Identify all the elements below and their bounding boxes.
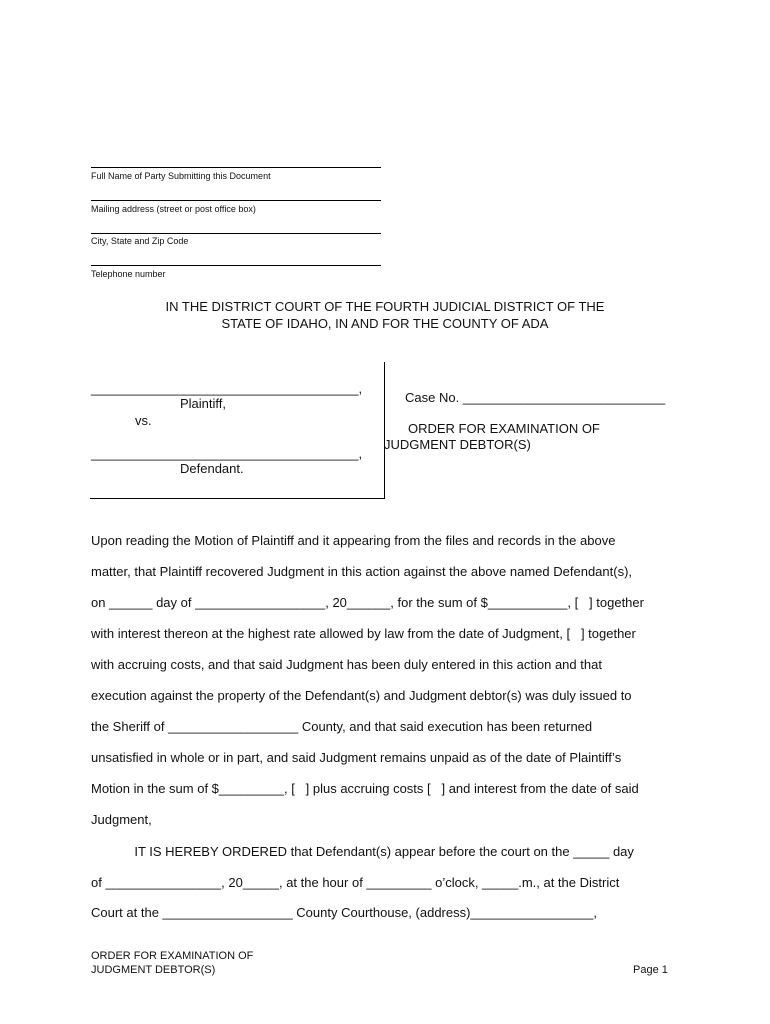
page-number: Page 1 xyxy=(633,964,668,976)
party-name-label: Full Name of Party Submitting this Document xyxy=(91,171,271,181)
body-line: with accruing costs, and that said Judgment has been duly entered in this action and that xyxy=(91,657,602,672)
footer-title xyxy=(91,949,253,977)
case-number: Case No. ____________________________ xyxy=(405,390,666,405)
city-state-zip-label: City, State and Zip Code xyxy=(91,236,189,246)
city-state-zip-line xyxy=(91,233,381,234)
court-heading-line2: STATE OF IDAHO, IN AND FOR THE COUNTY OF ADA xyxy=(221,316,549,331)
order-title-line2: JUDGMENT DEBTOR(S) xyxy=(384,437,531,452)
plaintiff-blank: _____________________________________, xyxy=(91,381,363,396)
body-line: matter, that Plaintiff recovered Judgment in this action against the above named Defendant(s), xyxy=(91,564,633,579)
body-line: Judgment, xyxy=(91,812,152,827)
caption-divider xyxy=(384,362,385,499)
footer-title-line1: ORDER FOR EXAMINATION OF xyxy=(91,950,254,962)
body-line: Upon reading the Motion of Plaintiff and it appearing from the files and records in the above xyxy=(91,533,616,548)
court-heading xyxy=(0,298,770,332)
body-line: Court at the __________________ County Courthouse, (address)_________________, xyxy=(91,905,597,920)
mailing-address-label: Mailing address (street or post office box) xyxy=(91,204,256,214)
body-line: IT IS HEREBY ORDERED that Defendant(s) appear before the court on the _____ day xyxy=(91,844,634,859)
body-line: on ______ day of __________________, 20______, for the sum of $___________, [ ] together xyxy=(91,595,644,610)
defendant-blank: _____________________________________, xyxy=(91,446,363,461)
body-line: the Sheriff of __________________ County, and that said execution has been returned xyxy=(91,719,593,734)
defendant-label: Defendant. xyxy=(180,461,244,476)
body-line: execution against the property of the Defendant(s) and Judgment debtor(s) was duly issued to xyxy=(91,688,632,703)
telephone-line xyxy=(91,265,381,266)
body-line: with interest thereon at the highest rate allowed by law from the date of Judgment, [ ] together xyxy=(91,626,636,641)
body-line: Motion in the sum of $_________, [ ] plus accruing costs [ ] and interest from the date of said xyxy=(91,781,639,796)
body-line: of ________________, 20_____, at the hour of _________ o’clock, _____.m., at the District xyxy=(91,875,620,890)
party-name-line xyxy=(91,167,381,168)
versus-label: vs. xyxy=(135,413,152,428)
body-line: unsatisfied in whole or in part, and said Judgment remains unpaid as of the date of Plaintiff’s xyxy=(91,750,622,765)
telephone-label: Telephone number xyxy=(91,269,166,279)
plaintiff-label: Plaintiff, xyxy=(180,396,227,411)
court-heading-line1: IN THE DISTRICT COURT OF THE FOURTH JUDICIAL DISTRICT OF THE xyxy=(165,299,605,314)
footer-title-line2: JUDGMENT DEBTOR(S) xyxy=(91,964,216,976)
order-title-line1: ORDER FOR EXAMINATION OF xyxy=(408,421,600,436)
mailing-address-line xyxy=(91,200,381,201)
caption-bottom-rule xyxy=(90,498,385,499)
